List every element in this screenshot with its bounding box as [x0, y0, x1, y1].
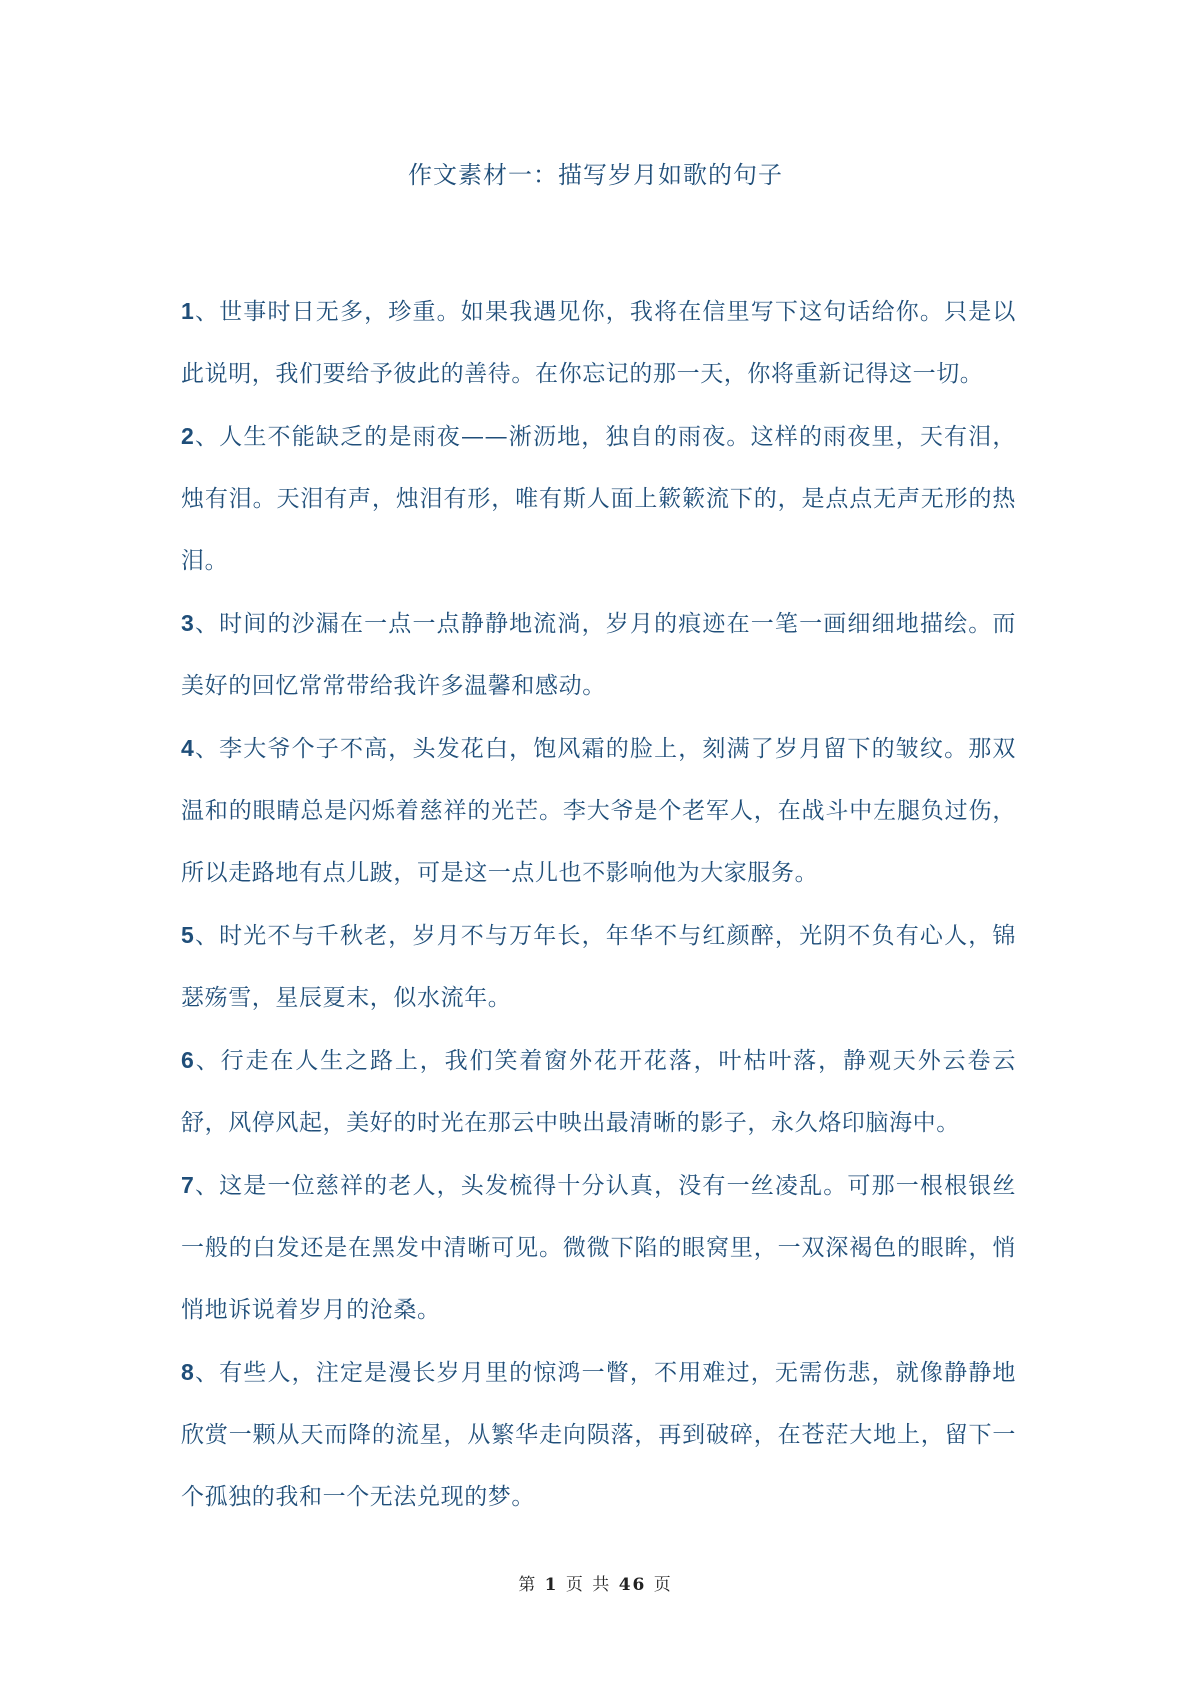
paragraph-number: 4: [181, 735, 195, 761]
paragraph-number: 8: [181, 1359, 195, 1385]
page-title: 作文素材一：描写岁月如歌的句子: [408, 161, 783, 189]
page-footer: [0, 1570, 1191, 1595]
paragraph-text: 、李大爷个子不高，头发花白，饱风霜的脸上，刻满了岁月留下的皱纹。那双温和的眼睛总是闪烁着慈祥的光芒。李大爷是个老军人，在战斗中左腿负过伤，所以走路地有点儿跛，可是这一点儿也不影响他为大家服务。: [181, 736, 1016, 886]
paragraph-text: 、人生不能缺乏的是雨夜——淅沥地，独自的雨夜。这样的雨夜里，天有泪，烛有泪。天泪有声，烛泪有形，唯有斯人面上簌簌流下的，是点点无声无形的热泪。: [181, 424, 1016, 574]
paragraph-number: 1: [181, 298, 195, 324]
paragraph-text: 、有些人，注定是漫长岁月里的惊鸿一瞥，不用难过，无需伤悲，就像静静地欣赏一颗从天而降的流星，从繁华走向陨落，再到破碎，在苍茫大地上，留下一个孤独的我和一个无法兑现的梦。: [181, 1360, 1016, 1510]
paragraph-number: 5: [181, 922, 195, 948]
paragraph-text: 、时光不与千秋老，岁月不与万年长，年华不与红颜醉，光阴不负有心人，锦瑟殇雪，星辰夏末，似水流年。: [181, 923, 1016, 1011]
paragraph-text: 、行走在人生之路上，我们笑着窗外花开花落，叶枯叶落，静观天外云卷云舒，风停风起，美好的时光在那云中映出最清晰的影子，永久烙印脑海中。: [181, 1048, 1016, 1136]
paragraph-number: 3: [181, 610, 195, 636]
paragraph-6: [181, 1029, 1016, 1154]
paragraph-8: [181, 1341, 1016, 1528]
footer-prefix: 第: [518, 1575, 538, 1595]
paragraph-7: [181, 1154, 1016, 1341]
paragraph-2: [181, 405, 1016, 592]
footer-middle: 页 共: [565, 1575, 612, 1595]
paragraph-3: [181, 592, 1016, 717]
paragraph-4: [181, 717, 1016, 904]
footer-suffix: 页: [653, 1575, 673, 1595]
paragraph-number: 6: [181, 1047, 195, 1073]
paragraph-text: 、世事时日无多，珍重。如果我遇见你，我将在信里写下这句话给你。只是以此说明，我们要给予彼此的善待。在你忘记的那一天，你将重新记得这一切。: [181, 299, 1016, 387]
paragraph-number: 7: [181, 1172, 195, 1198]
paragraph-text: 、这是一位慈祥的老人，头发梳得十分认真，没有一丝凌乱。可那一根根银丝一般的白发还是在黑发中清晰可见。微微下陷的眼窝里，一双深褐色的眼眸，悄悄地诉说着岁月的沧桑。: [181, 1173, 1016, 1323]
paragraph-number: 2: [181, 423, 195, 449]
total-page-count: 46: [618, 1575, 647, 1595]
paragraph-5: [181, 904, 1016, 1029]
paragraph-1: [181, 280, 1016, 405]
current-page-number: 1: [544, 1575, 559, 1595]
paragraph-text: 、时间的沙漏在一点一点静静地流淌，岁月的痕迹在一笔一画细细地描绘。而美好的回忆常常带给我许多温馨和感动。: [181, 611, 1016, 699]
document-body: [181, 280, 1016, 1528]
